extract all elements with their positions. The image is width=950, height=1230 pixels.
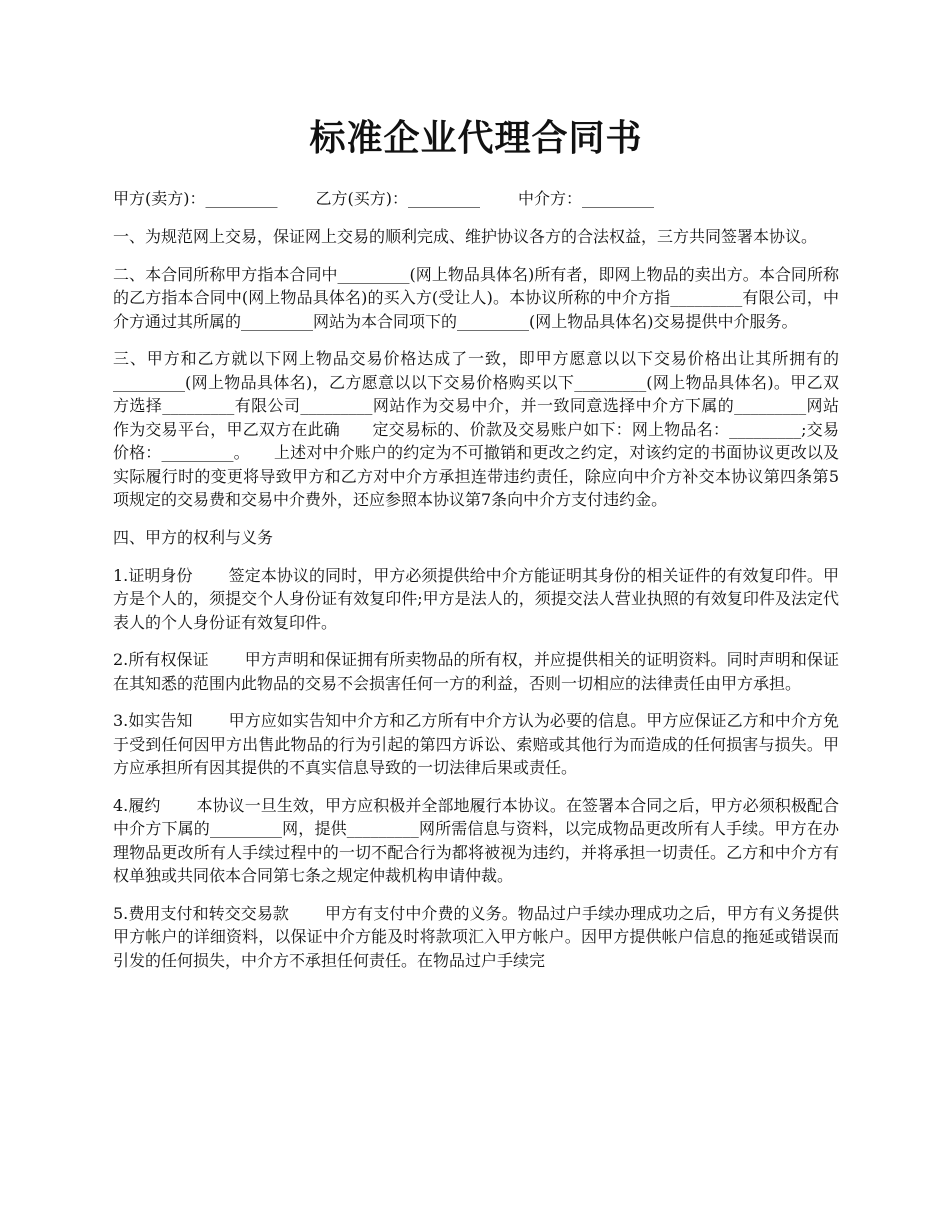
section-2: 二、本合同所称甲方指本合同中_________(网上物品具体名)所有者，即网上物品的卖出方。本合同所称的乙方指本合同中(网上物品具体名)的买入方(受让人)。本协议所称的中介方指_________有限公司，中介方通过其所属的_________网站为本合同项下的_________(网上物品具体名)交易提供中介服务。 — [113, 264, 839, 331]
document-page — [113, 100, 839, 986]
party-a: 甲方(卖方)：_________ — [113, 189, 278, 208]
clause-4-text: 本协议一旦生效，甲方应积极并全部地履行本协议。在签署本合同之后，甲方必须积极配合中介方下属的_________网，提供_________网所需信息与资料，以完成物品更改所有人手续。甲方在办理物品更改所有人手续过程中的一切不配合行为都将被视为违约，并将承担一切责任。乙方和中介方有权单独或共同依本合同第七条之规定仲裁机构申请仲裁。 — [113, 795, 839, 885]
document-title: 标准企业代理合同书 — [309, 117, 643, 159]
clause-5-label: 5.费用支付和转交交易款 — [113, 903, 289, 923]
parties-line — [113, 187, 839, 211]
clause-2-text: 甲方声明和保证拥有所卖物品的所有权，并应提供相关的证明资料。同时声明和保证在其知悉的范围内此物品的交易不会损害任何一方的利益，否则一切相应的法律责任由甲方承担。 — [113, 650, 839, 693]
clause-1-label: 1.证明身份 — [113, 565, 193, 585]
section-4-heading: 四、甲方的权利与义务 — [113, 527, 274, 547]
clause-4 — [113, 794, 839, 888]
clause-2-label: 2.所有权保证 — [113, 650, 209, 669]
clause-2 — [113, 648, 839, 695]
clause-5 — [113, 902, 839, 973]
clause-3-label: 3.如实告知 — [113, 711, 193, 730]
intermediary-party: 中介方：_________ — [518, 189, 655, 208]
clause-3 — [113, 709, 839, 780]
section-3: 三、甲方和乙方就以下网上物品交易价格达成了一致，即甲方愿意以以下交易价格出让其所拥有的_________(网上物品具体名)，乙方愿意以以下交易价格购买以下_________(网上物品具体名)。甲乙双方选择_________有限公司_________网站作为交易中介，并一致同意选择中介方下属的_________网站作为交易平台，甲乙双方在此确 定交易标的、价款及交易账户如下：网上物品名：_________;交易价格：_________。 上述对中介账户的约定为不可撤销和更改之约定，对该约定的书面协议更改以及实际履行时的变更将导致甲方和乙方对中介方承担连带违约责任，除应向中介方补交本协议第四条第5项规定的交易费和交易中介费外，还应参照本协议第7条向中介方支付违约金。 — [113, 349, 839, 509]
clause-4-label: 4.履约 — [113, 795, 161, 815]
clause-5-text: 甲方有支付中介费的义务。物品过户手续办理成功之后，甲方有义务提供甲方帐户的详细资料，以保证中介方能及时将款项汇入甲方帐户。因甲方提供帐户信息的拖延或错误而引发的任何损失，中介方不承担任何责任。在物品过户手续完 — [113, 903, 839, 970]
party-b: 乙方(买方)：_________ — [315, 189, 480, 208]
clause-3-text: 甲方应如实告知中介方和乙方所有中介方认为必要的信息。甲方应保证乙方和中介方免于受到任何因甲方出售此物品的行为引起的第四方诉讼、索赔或其他行为而造成的任何损害与损失。甲方应承担所有因其提供的不真实信息导致的一切法律后果或责任。 — [113, 711, 839, 777]
clause-1-text: 签定本协议的同时，甲方必须提供给中介方能证明其身份的相关证件的有效复印件。甲方是个人的，须提交个人身份证有效复印件;甲方是法人的，须提交法人营业执照的有效复印件及法定代表人的个人身份证有效复印件。 — [113, 565, 839, 632]
section-1: 一、为规范网上交易，保证网上交易的顺利完成、维护协议各方的合法权益，三方共同签署本协议。 — [113, 227, 818, 246]
clause-1 — [113, 564, 839, 635]
